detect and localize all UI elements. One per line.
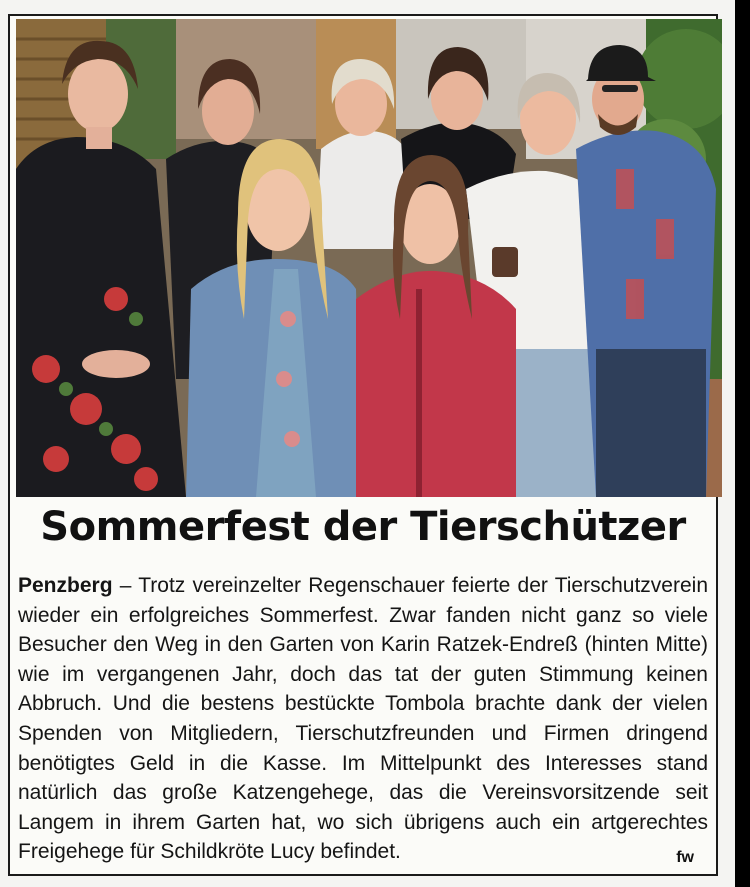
author-initials: fw (676, 849, 694, 866)
article-headline: Sommerfest der Tierschützer (40, 504, 686, 550)
article-frame (8, 14, 718, 876)
article-body-text: – Trotz vereinzelter Regenschauer feierte der Tierschutzverein wieder ein erfolgreiches Sommerfest. Zwar fanden nicht ganz so viele Besucher den Weg in den Garten von Karin Ratzek-Endreß (hinten Mitte) wie im vergangenen Jahr, doch das tat der guten Stimmung keinen Abbruch. Und die bestens bestückte Tombola brachte dank der vielen Spenden von Mitgliedern, Tierschutzfreunden und Firmen dringend benötigtes Geld in die Kasse. Im Mittelpunkt des Interesses stand natürlich das große Katzengehege, das die Vereinsvorsitzende seit Langem in ihrem Garten hat, wo sich übrigens auch ein artgerechtes Freigehege für Schildkröte Lucy befindet. (18, 574, 708, 864)
article-body (18, 571, 708, 867)
group-photo (16, 19, 722, 497)
article-dateline: Penzberg (18, 574, 113, 597)
